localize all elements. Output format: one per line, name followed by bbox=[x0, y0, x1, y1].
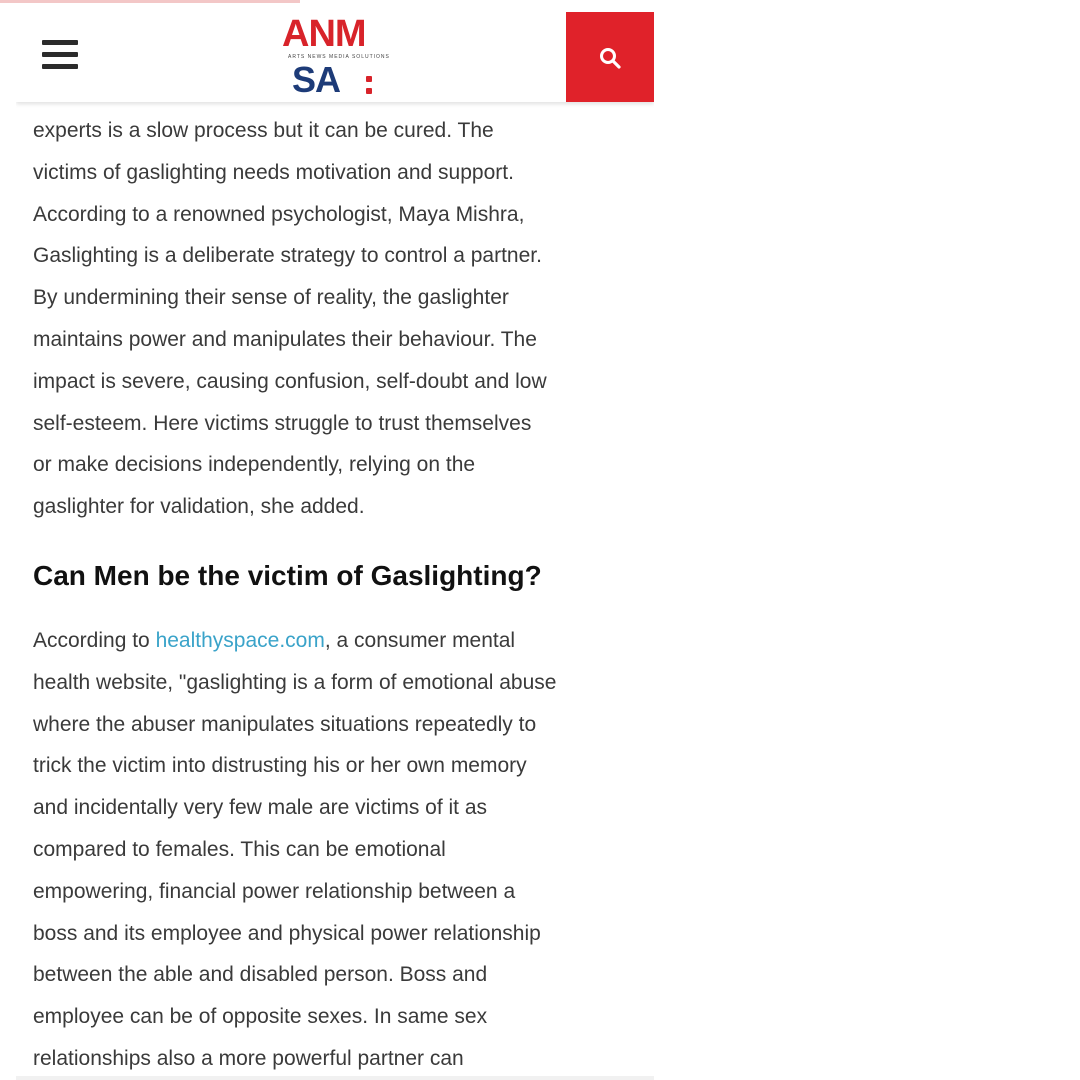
site-header bbox=[16, 10, 654, 102]
logo-tagline: ARTS NEWS MEDIA SOLUTIONS bbox=[288, 54, 390, 60]
article-body bbox=[33, 110, 643, 1080]
logo-colon-mark bbox=[366, 72, 374, 94]
section-heading: Can Men be the victim of Gaslighting? bbox=[33, 559, 542, 591]
article-paragraph: experts is a slow process but it can be cured. The victims of gaslighting needs motivation and support. According to a renowned psychologist, Maya Mishra, Gaslighting is a deliberate strategy to control a partner. By undermining their sense of reality, the gaslighter maintains power and manipulates their behaviour. The impact is severe, causing confusion, self-doubt and low self-esteem. Here victims struggle to trust themselves or make decisions independently, relying on the gaslighter for validation, she added. bbox=[33, 119, 547, 519]
bottom-edge bbox=[16, 1076, 654, 1080]
menu-bar bbox=[42, 40, 78, 45]
healthyspace-link[interactable]: healthyspace.com bbox=[155, 628, 325, 652]
search-icon bbox=[598, 46, 622, 70]
hamburger-menu-icon[interactable] bbox=[42, 40, 80, 72]
site-logo[interactable] bbox=[278, 14, 398, 98]
logo-line2: SA bbox=[292, 59, 341, 100]
search-button[interactable] bbox=[566, 12, 654, 102]
menu-bar bbox=[42, 64, 78, 69]
logo-line1: ANM bbox=[282, 13, 366, 55]
top-accent-bar bbox=[0, 0, 300, 3]
menu-bar bbox=[42, 52, 78, 57]
paragraph-text: According to bbox=[33, 628, 156, 652]
paragraph-text: , a consumer mental health website, "gaslighting is a form of emotional abuse where the abuser manipulates situations repeatedly to trick the victim into distrusting his or her own memory and incidentally very few male are victims of it as compared to females. This can be emotional empowering, financial power relationship between a boss and its employee and physical power relationship between the able and disabled person. Boss and employee can be of opposite sexes. In same sex relationships also a more powerful partner can bbox=[33, 628, 557, 1070]
article-paragraph bbox=[33, 620, 643, 1080]
mobile-page bbox=[16, 10, 654, 1080]
